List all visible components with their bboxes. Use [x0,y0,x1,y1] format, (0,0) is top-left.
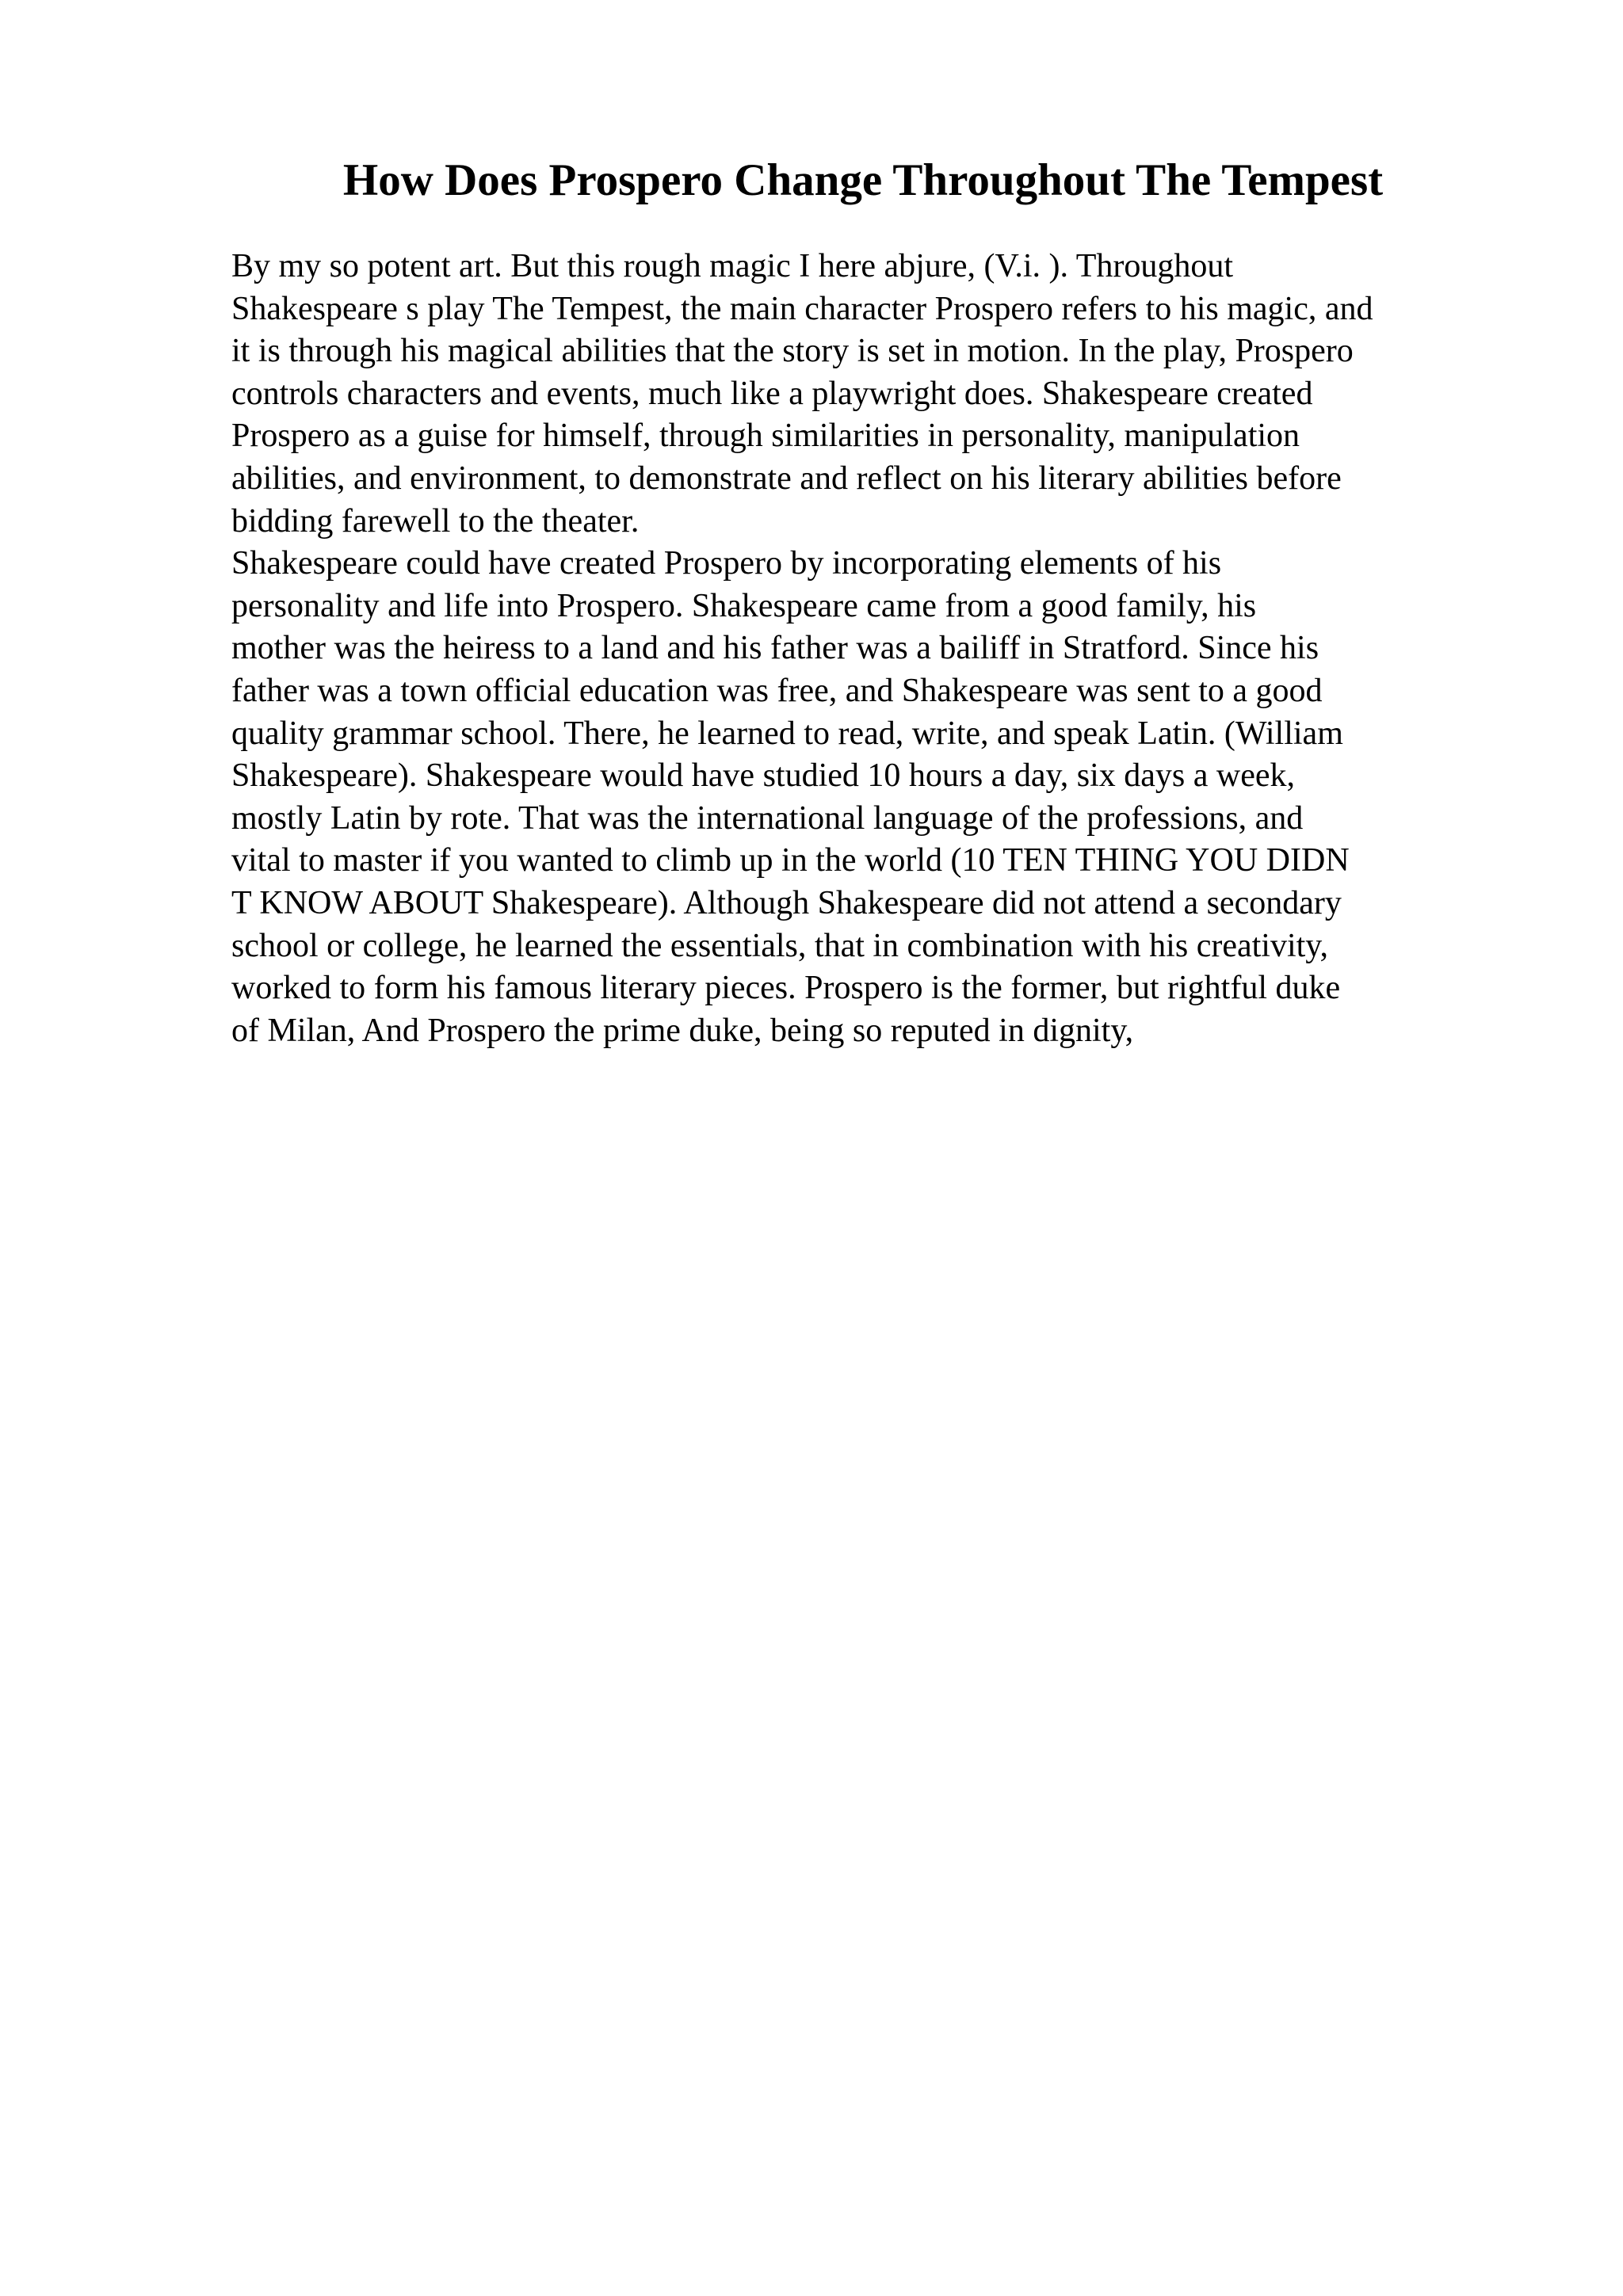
body-line: Shakespeare). Shakespeare would have studied 10 hours a day, six days a week, [231,757,1296,795]
body-line: T KNOW ABOUT Shakespeare). Although Shakespeare did not attend a secondary [231,884,1342,921]
body-line: quality grammar school. There, he learned to read, write, and speak Latin. (William [231,715,1343,752]
body-line: mostly Latin by rote. That was the international language of the professions, and [231,799,1304,837]
body-line: Shakespeare s play The Tempest, the main character Prospero refers to his magic, and [231,290,1373,327]
body-line: personality and life into Prospero. Shakespeare came from a good family, his [231,587,1257,624]
body-line: abilities, and environment, to demonstrate and reflect on his literary abilities before [231,460,1342,497]
body-line: bidding farewell to the theater. [231,502,640,540]
body-line: Shakespeare could have created Prospero by incorporating elements of his [231,545,1222,582]
body-line: vital to master if you wanted to climb up in the world (10 TEN THING YOU DIDN [231,842,1350,879]
body-line: worked to form his famous literary pieces. Prospero is the former, but rightful duke [231,970,1341,1007]
body-line: of Milan, And Prospero the prime duke, being so reputed in dignity, [231,1012,1134,1049]
body-line: it is through his magical abilities that the story is set in motion. In the play, Prospero [231,333,1354,370]
body-line: Prospero as a guise for himself, through similarities in personality, manipulation [231,418,1300,455]
body-line: school or college, he learned the essentials, that in combination with his creativity, [231,927,1329,964]
body-line: mother was the heiress to a land and his father was a bailiff in Stratford. Since his [231,630,1319,667]
body-line: father was a town official education was free, and Shakespeare was sent to a good [231,672,1323,709]
body-line: controls characters and events, much like a playwright does. Shakespeare created [231,375,1313,412]
body-line: By my so potent art. But this rough magic I here abjure, (V.i. ). Throughout [231,248,1234,284]
document-body [231,246,1515,1052]
document-title: How Does Prospero Change Throughout The Tempest [342,155,1384,205]
